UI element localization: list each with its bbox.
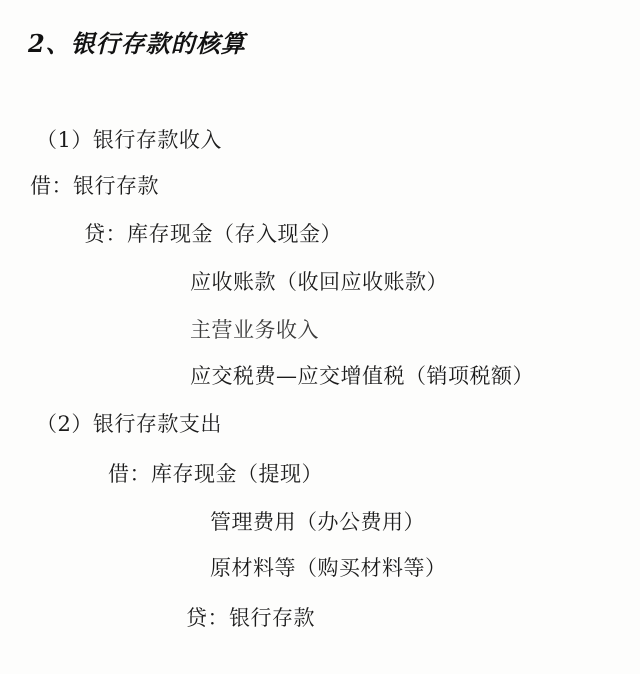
document-line: 贷：银行存款: [186, 606, 315, 630]
document-line: （2）银行存款支出: [36, 412, 222, 436]
document-line: 原材料等（购买材料等）: [210, 556, 447, 580]
document-line: 管理费用（办公费用）: [210, 510, 425, 534]
document-line: 借：库存现金（提现）: [108, 462, 323, 486]
document-line: 应交税费—应交增值税（销项税额）: [190, 364, 534, 388]
document-line: 借：银行存款: [30, 174, 159, 198]
document-line: 应收账款（收回应收账款）: [190, 270, 448, 294]
document-line: 主营业务收入: [190, 318, 319, 342]
page-title: 2、银行存款的核算: [28, 29, 246, 58]
document-line: （1）银行存款收入: [36, 128, 222, 152]
document-line: 贷：库存现金（存入现金）: [84, 222, 342, 246]
